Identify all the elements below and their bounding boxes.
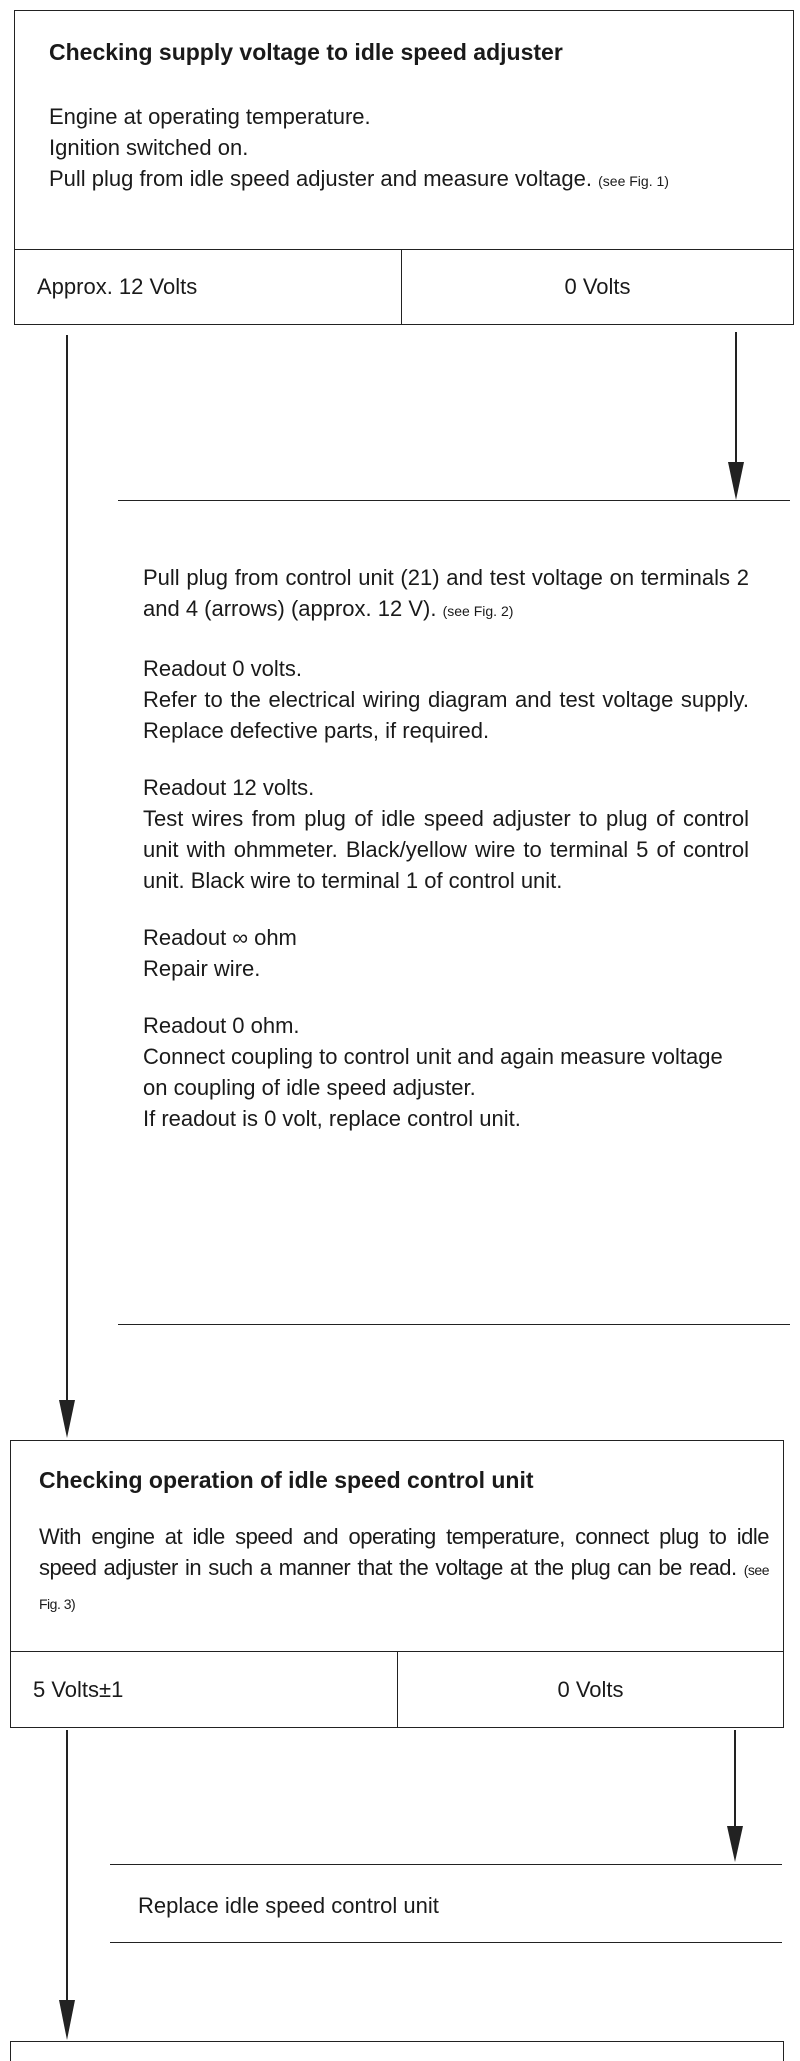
readout-action: Refer to the electrical wiring diagram and test voltage supply. Replace defective parts, if required. [143, 687, 749, 743]
figure-reference: (see Fig. 2) [442, 603, 514, 619]
instruction-line: Ignition switched on. [49, 135, 249, 160]
idle-control-unit-check-title: Checking operation of idle speed control unit [39, 1467, 534, 1493]
readout-heading: Readout ∞ ohm [143, 925, 297, 950]
result-0-volts: 0 Volts [564, 274, 631, 299]
control-unit-plug-test-text: Pull plug from control unit (21) and test voltage on terminals 2 and 4 (arrows) (approx. 12 V). [143, 565, 749, 621]
supply-voltage-check-title: Checking supply voltage to idle speed adjuster [49, 39, 563, 65]
arrow-down-icon [727, 1826, 743, 1862]
readout-action: Connect coupling to control unit and again measure voltage on coupling of idle speed adjuster. [143, 1044, 723, 1100]
arrow-down-icon [59, 1400, 75, 1438]
readout-heading: Readout 12 volts. [143, 775, 315, 800]
instruction-text: With engine at idle speed and operating temperature, connect plug to idle speed adjuster in such a manner that the voltage at the plug can be read. [39, 1524, 769, 1580]
instruction-line: Engine at operating temperature. [49, 104, 371, 129]
result-approx-12-volts: Approx. 12 Volts [15, 250, 402, 324]
figure-reference: (see Fig. 3) [39, 1562, 769, 1612]
result-0-volts: 0 Volts [557, 1676, 624, 1702]
arrow-down-icon [59, 2000, 75, 2040]
readout-heading: Readout 0 ohm. [143, 1013, 300, 1038]
arrow-down-icon [728, 462, 744, 500]
result-5-volts: 5 Volts±1 [11, 1652, 398, 1727]
replace-control-unit-text: Replace idle speed control unit [138, 1893, 439, 1918]
readout-followup: If readout is 0 volt, replace control unit. [143, 1106, 521, 1131]
figure-reference: (see Fig. 1) [598, 173, 669, 189]
readout-action: Test wires from plug of idle speed adjuster to plug of control unit with ohmmeter. Black/yellow wire to terminal 5 of control unit. Black wire to terminal 1 of control unit. [143, 806, 749, 893]
instruction-text: Pull plug from idle speed adjuster and measure voltage. [49, 166, 592, 191]
readout-heading: Readout 0 volts. [143, 656, 302, 681]
readout-action: Repair wire. [143, 956, 261, 981]
